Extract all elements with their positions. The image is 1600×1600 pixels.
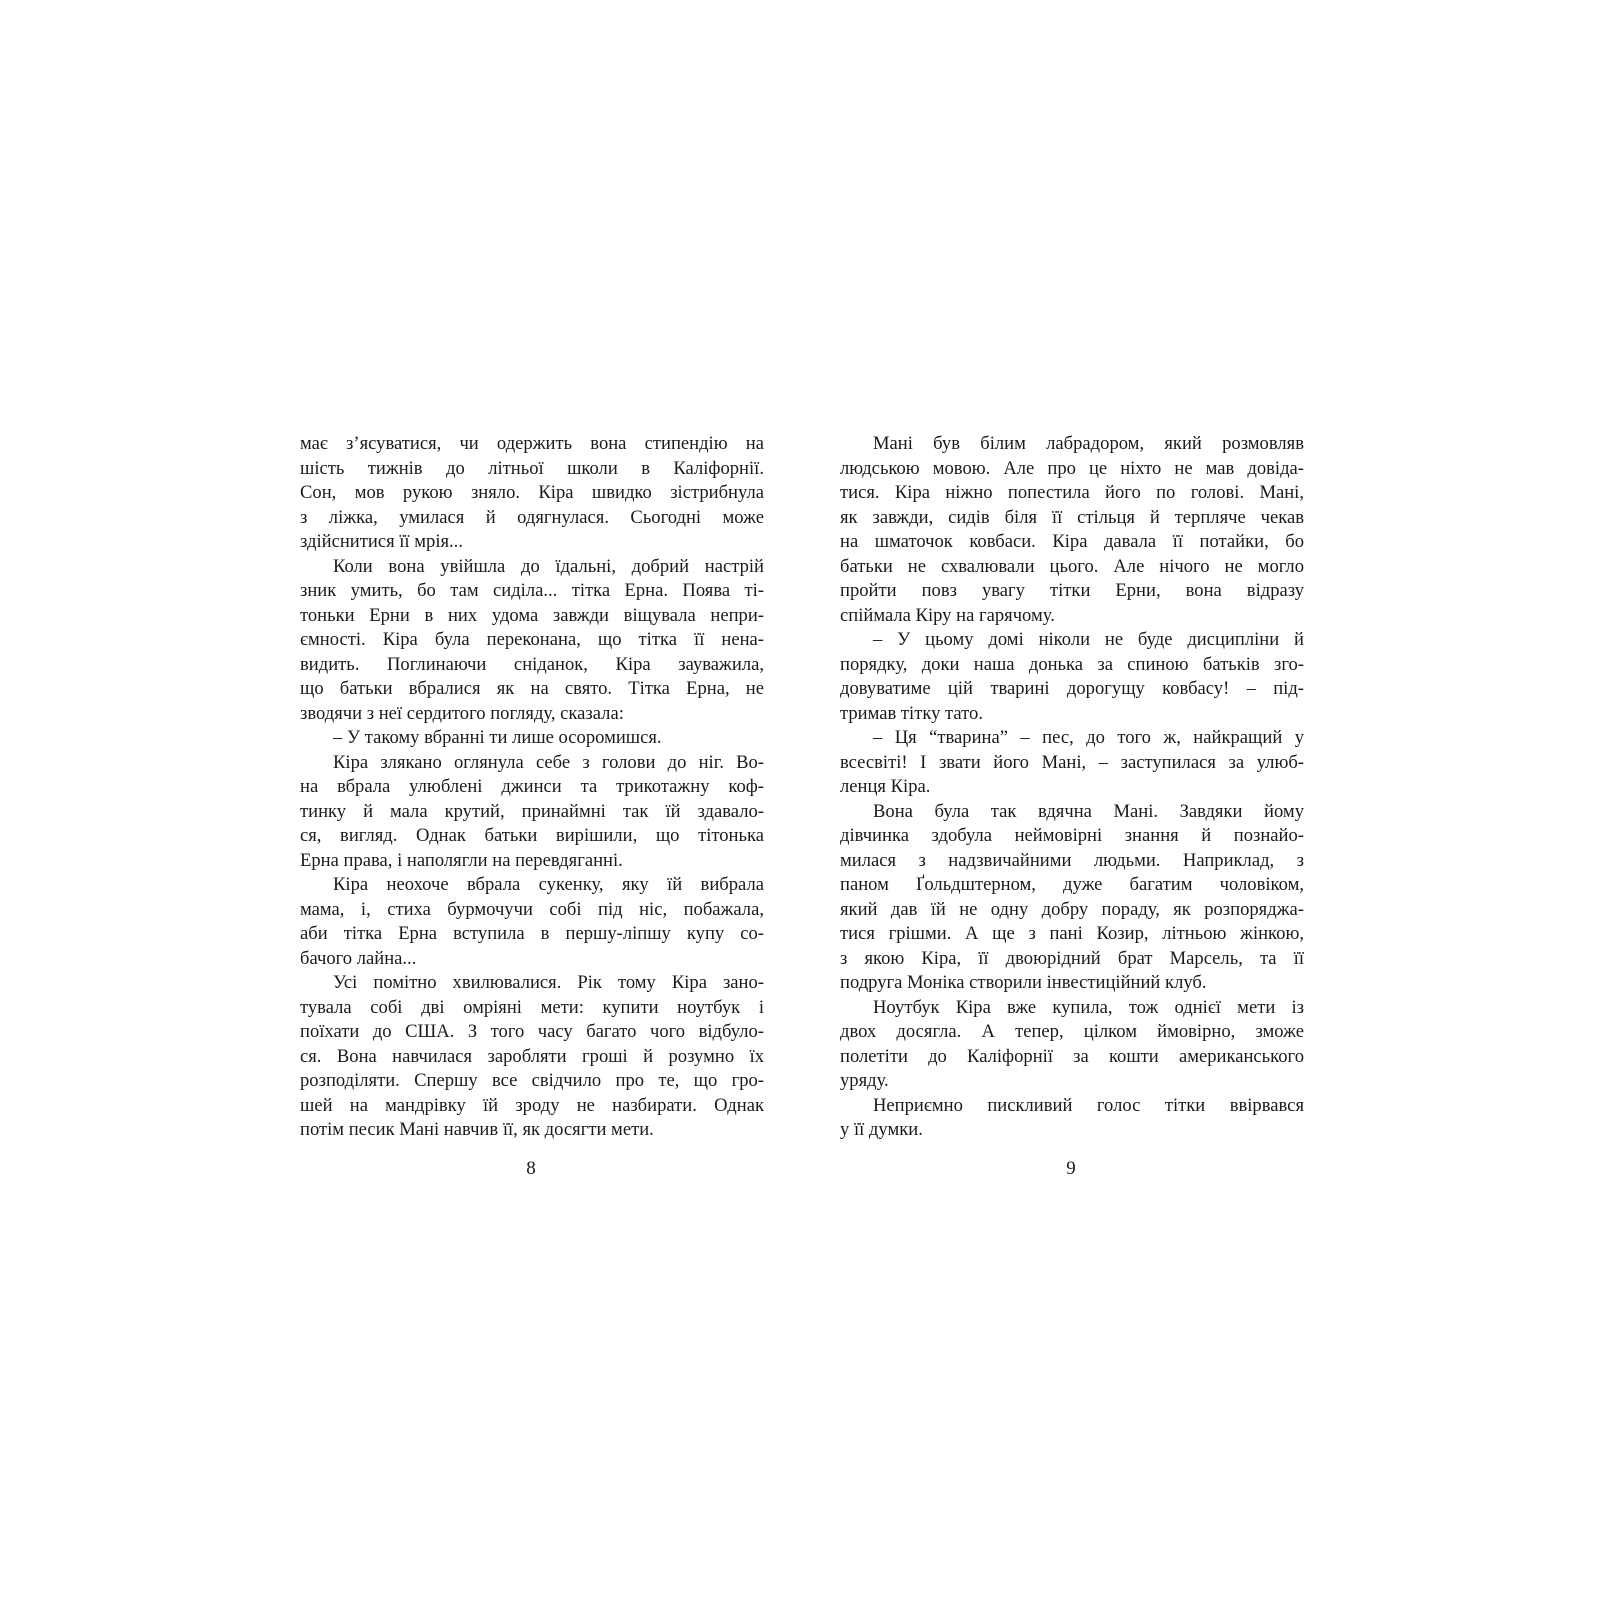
text-line: з якою Кіра, її двоюрідний брат Марсель, та її xyxy=(840,947,1304,969)
text-line: милася з надзвичайними людьми. Наприклад, з xyxy=(840,849,1304,871)
text-line: Кіра неохоче вбрала сукенку, яку їй вибрала xyxy=(333,874,764,895)
text-line: аби тітка Ерна вступила в першу-ліпшу купу со- xyxy=(300,923,764,944)
text-line: Неприємно пискливий голос тітки ввірвався xyxy=(873,1094,1304,1116)
text-line: ємності. Кіра була переконана, що тітка її нена- xyxy=(300,629,764,650)
text-line: Вона була так вдячна Мані. Завдяки йому xyxy=(873,800,1304,822)
text-line: видить. Поглинаючи сніданок, Кіра зауважила, xyxy=(300,653,764,675)
text-line: на шматочок ковбаси. Кіра давала її потайки, бо xyxy=(840,531,1304,552)
text-line: зник умить, бо там сиділа... тітка Ерна. Поява ті- xyxy=(300,580,764,601)
text-line: Коли вона увійшла до їдальні, добрий настрій xyxy=(333,555,764,577)
text-line: шей на мандрівку їй зроду не назбирати. Однак xyxy=(300,1094,764,1116)
text-line: Ноутбук Кіра вже купила, тож однієї мети із xyxy=(873,996,1304,1018)
text-line: тися грішми. А ще з пані Козир, літньою жінкою, xyxy=(840,923,1304,944)
text-line: – У такому вбранні ти лише осоромишся. xyxy=(333,727,662,748)
text-line: бачого лайна... xyxy=(300,947,417,969)
text-line: здійснитися її мрія... xyxy=(300,531,463,552)
text-line: з ліжка, умилася й одягнулася. Сьогодні може xyxy=(300,506,764,528)
text-line: що батьки вбралися як на свято. Тітка Ерна, не xyxy=(300,678,764,699)
text-line: як завжди, сидів біля її стільця й терпляче чекав xyxy=(840,506,1304,528)
text-line: пройти повз увагу тітки Ерни, вона відразу xyxy=(840,580,1304,601)
text-line: зводячи з неї сердитого погляду, сказала: xyxy=(300,702,624,724)
text-line: поїхати до США. З того часу багато чого відбуло- xyxy=(300,1021,764,1042)
text-line: мама, і, стиха бурмочучи собі під ніс, побажала, xyxy=(300,898,764,920)
text-line: на вбрала улюблені джинси та трикотажну коф- xyxy=(300,776,764,797)
text-line: Мані був білим лабрадором, який розмовляв xyxy=(873,433,1304,454)
text-line: порядку, доки наша донька за спиною батьків зго- xyxy=(840,653,1304,675)
text-line: тоньки Ерни в них удома завжди віщувала непри- xyxy=(300,604,764,626)
text-line: людською мовою. Але про це ніхто не мав довіда- xyxy=(840,457,1304,479)
text-line: розподіляти. Спершу все свідчило про те, що гро- xyxy=(300,1070,764,1091)
text-line: шість тижнів до літньої школи в Каліфорнії. xyxy=(300,457,764,479)
page-number-right: 9 xyxy=(1066,1158,1076,1179)
left-page-text xyxy=(300,432,764,1143)
page-number-left: 8 xyxy=(526,1158,536,1179)
text-line: дівчинка здобула неймовірні знання й познайо- xyxy=(840,825,1304,846)
text-line: всесвіті! І звати його Мані, – заступилася за улюб- xyxy=(840,751,1304,773)
text-line: полетіти до Каліфорнії за кошти американського xyxy=(840,1045,1304,1067)
text-line: подруга Моніка створили інвестиційний клуб. xyxy=(840,972,1207,993)
text-line: тинку й мала крутий, принаймні так їй здавало- xyxy=(300,800,764,822)
text-line: тувала собі дві омріяні мети: купити ноутбук і xyxy=(300,996,764,1018)
text-line: тримав тітку тато. xyxy=(840,702,984,724)
text-line: паном Ґольдштерном, дуже багатим чоловіком, xyxy=(840,874,1304,895)
text-line: двох досягла. А тепер, цілком ймовірно, зможе xyxy=(840,1021,1304,1042)
text-line: уряду. xyxy=(840,1070,889,1091)
text-line: спіймала Кіру на гарячому. xyxy=(840,604,1055,626)
text-line: Усі помітно хвилювалися. Рік тому Кіра зано- xyxy=(333,972,764,993)
text-line: Кіра злякано оглянула себе з голови до ніг. Во- xyxy=(333,751,764,773)
text-line: батьки не схвалювали цього. Але нічого не могло xyxy=(840,555,1304,577)
text-line: у її думки. xyxy=(840,1119,923,1140)
text-line: який дав їй не одну добру пораду, як розпоряджа- xyxy=(840,898,1304,920)
text-line: Сон, мов рукою зняло. Кіра швидко зістрибнула xyxy=(300,482,764,503)
text-line: має з’ясуватися, чи одержить вона стипендію на xyxy=(300,433,764,454)
text-line: Ерна права, і наполягли на перевдяганні. xyxy=(300,849,623,871)
right-page-text xyxy=(840,432,1304,1143)
text-line: потім песик Мані навчив її, як досягти мети. xyxy=(300,1119,654,1140)
text-line: ленця Кіра. xyxy=(840,776,931,797)
text-line: тися. Кіра ніжно попестила його по голові. Мані, xyxy=(840,482,1304,503)
text-line: ся, вигляд. Однак батьки вирішили, що тітонька xyxy=(300,825,764,846)
text-line: – У цьому домі ніколи не буде дисципліни й xyxy=(873,629,1304,650)
text-line: – Ця “тварина” – пес, до того ж, найкращий у xyxy=(873,727,1304,748)
text-line: ся. Вона навчилася заробляти гроші й розумно їх xyxy=(300,1045,764,1067)
text-line: довуватиме цій тварині дорогущу ковбасу! – під- xyxy=(840,678,1304,699)
